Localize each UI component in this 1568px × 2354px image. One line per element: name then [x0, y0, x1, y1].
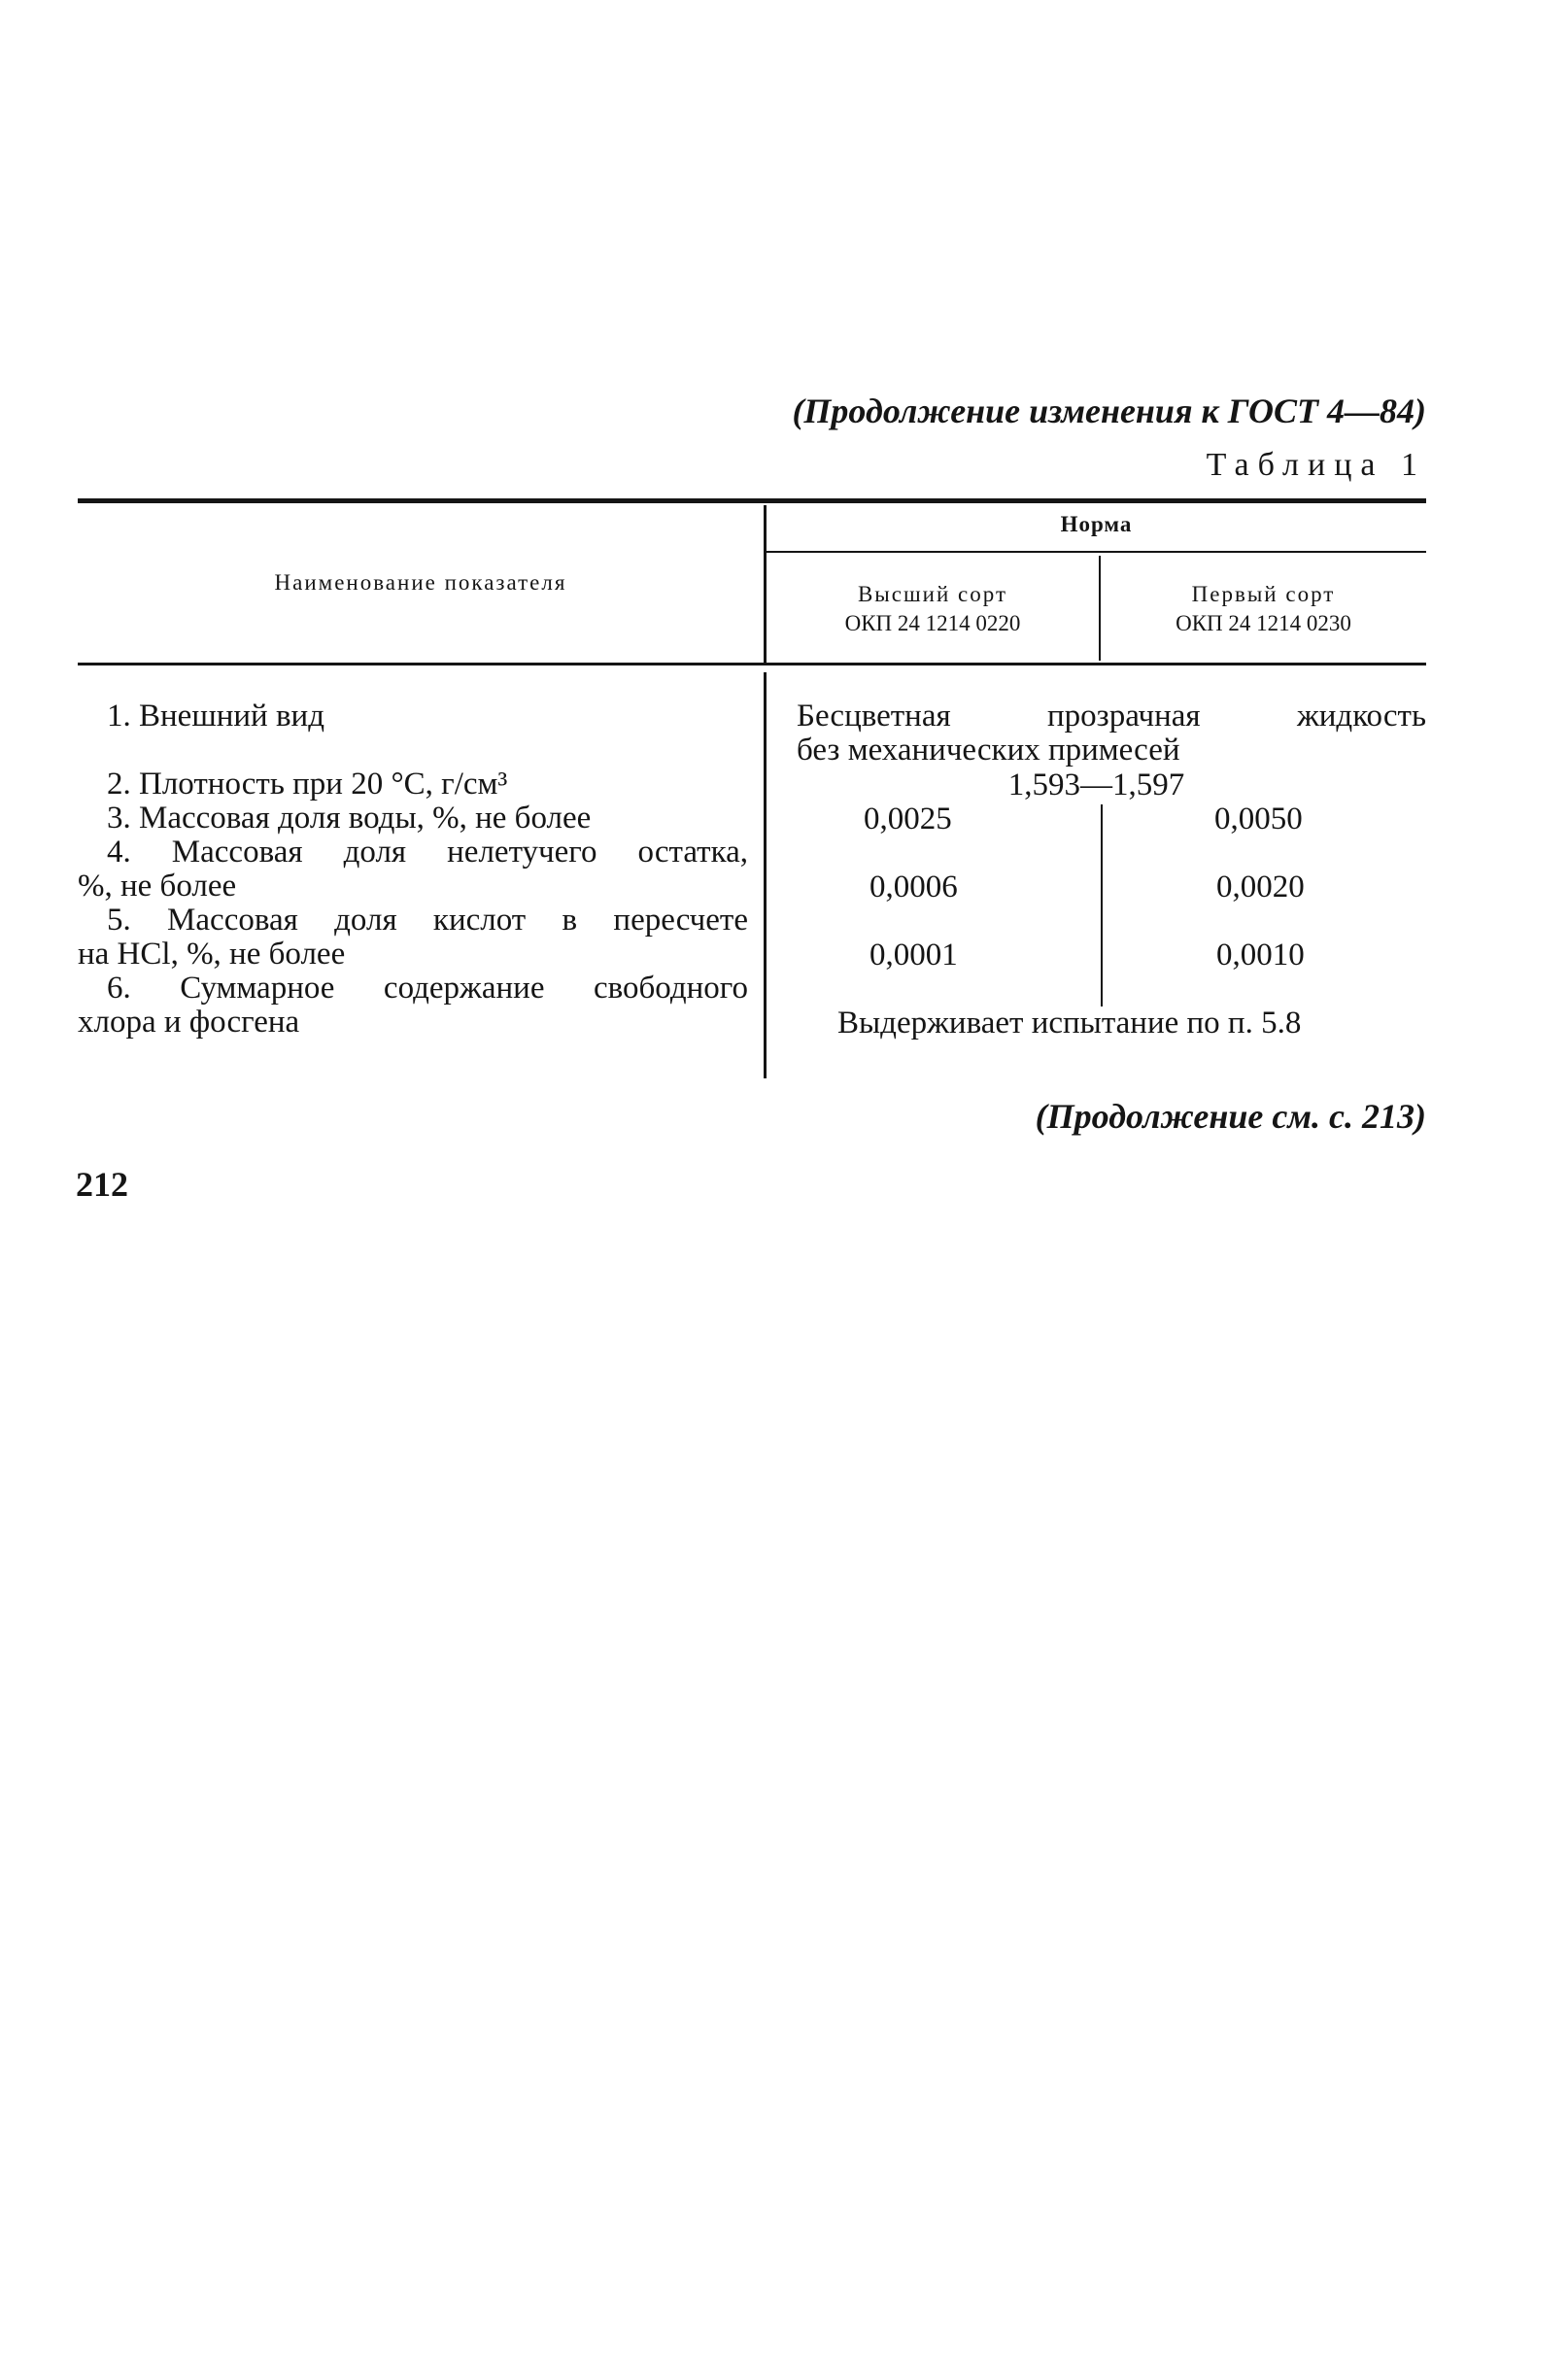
- row-6-line-1: 6. Суммарное содержание свободного: [107, 971, 748, 1006]
- appearance-value-line-2: без механических примесей: [797, 733, 1180, 768]
- grade-high-header: [767, 580, 1099, 638]
- grade-first-header: [1101, 580, 1426, 638]
- norm-column-header: Норма: [1060, 512, 1133, 536]
- table-top-rule: [78, 498, 1426, 503]
- water-high-value: 0,0025: [864, 802, 952, 836]
- grade-first-name: Первый сорт: [1191, 582, 1336, 606]
- acids-first-value: 0,0010: [1216, 938, 1305, 972]
- row-5-line-2: на HCl, %, не более: [78, 937, 346, 972]
- row-4-line-2: %, не более: [78, 869, 237, 904]
- column-divider-body: [764, 672, 767, 1078]
- row-3-name: [107, 802, 591, 836]
- header-bottom-rule: [78, 663, 1426, 665]
- acids-high-value: 0,0001: [869, 938, 958, 972]
- continuation-header: (Продолжение изменения к ГОСТ 4—84): [792, 392, 1426, 430]
- row-2-line-1: 2. Плотность при 20 °С, г/см³: [107, 767, 508, 802]
- residue-high-value: 0,0006: [869, 870, 958, 904]
- values-divider: [1101, 804, 1103, 1006]
- water-first-value: 0,0050: [1214, 802, 1303, 836]
- row-5-line-1: 5. Массовая доля кислот в пересчете: [107, 903, 748, 938]
- grade-high-code: ОКП 24 1214 0220: [844, 611, 1021, 635]
- table-label: Таблица 1: [1206, 447, 1426, 483]
- indicator-column-header: Наименование показателя: [274, 570, 567, 595]
- row-2-name: [107, 768, 507, 802]
- row-1-line-1: 1. Внешний вид: [107, 699, 324, 733]
- grade-first-code: ОКП 24 1214 0230: [1176, 611, 1351, 635]
- density-value: 1,593—1,597: [1007, 768, 1185, 802]
- row-1-name: [107, 699, 324, 733]
- row-3-line-1: 3. Массовая доля воды, %, не более: [107, 801, 592, 836]
- page-number: 212: [76, 1165, 128, 1204]
- row-6-line-2: хлора и фосгена: [78, 1005, 300, 1040]
- continuation-footer: (Продолжение см. с. 213): [1035, 1097, 1426, 1136]
- grade-high-name: Высший сорт: [857, 582, 1008, 606]
- norm-rule: [766, 551, 1426, 553]
- chlorine-value: Выдерживает испытание по п. 5.8: [837, 1006, 1302, 1041]
- appearance-value-line-1: Бесцветная прозрачная жидкость: [797, 699, 1426, 733]
- residue-first-value: 0,0020: [1216, 870, 1305, 904]
- row-4-line-1: 4. Массовая доля нелетучего остатка,: [107, 835, 748, 870]
